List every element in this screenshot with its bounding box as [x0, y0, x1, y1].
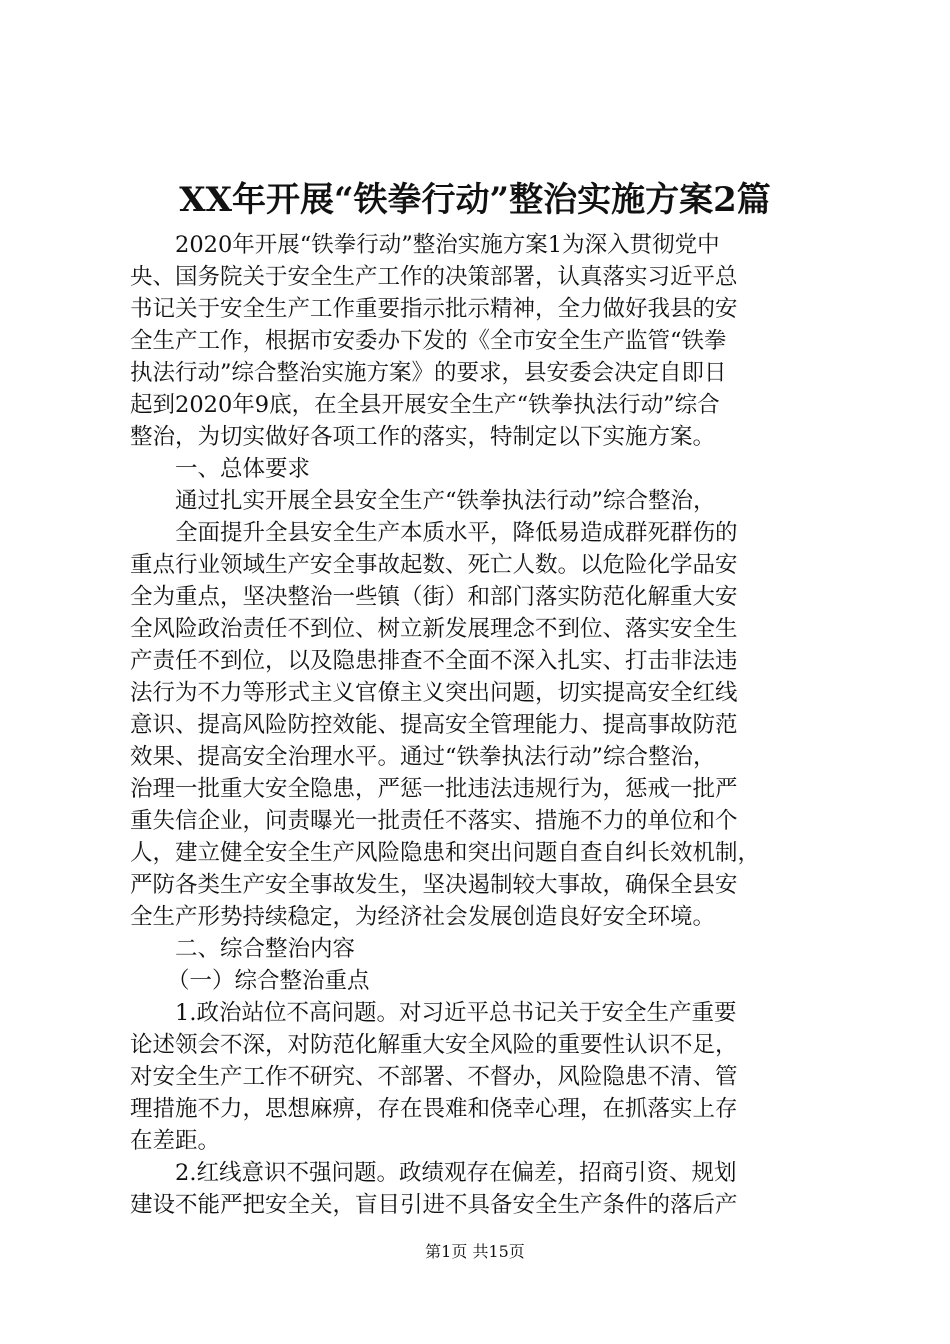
body-line: 2020年开展“铁拳行动”整治实施方案1为深入贯彻党中 [175, 232, 720, 258]
body-line: 意识、提高风险防控效能、提高安全管理能力、提高事故防范 [130, 712, 738, 738]
document-body [130, 229, 830, 1221]
body-line: 严防各类生产安全事故发生，坚决遏制较大事故，确保全县安 [130, 872, 738, 898]
body-line: 全面提升全县安全生产本质水平，降低易造成群死群伤的 [175, 520, 738, 546]
subsection-heading: （一）综合整治重点 [167, 968, 370, 994]
section-heading: 二、综合整治内容 [175, 936, 356, 962]
body-line: 理措施不力，思想麻痹，存在畏难和侥幸心理，在抓落实上存 [130, 1096, 738, 1122]
body-line: 2.红线意识不强问题。政绩观存在偏差，招商引资、规划 [175, 1160, 737, 1186]
body-line: 整治，为切实做好各项工作的落实，特制定以下实施方案。 [130, 424, 716, 450]
body-line: 治理一批重大安全隐患，严惩一批违法违规行为，惩戒一批严 [130, 776, 738, 802]
body-line: 全生产形势持续稳定，为经济社会发展创造良好安全环境。 [130, 904, 716, 930]
body-line: 通过扎实开展全县安全生产“铁拳执法行动”综合整治， [175, 488, 716, 514]
body-line: 效果、提高安全治理水平。通过“铁拳执法行动”综合整治， [130, 744, 716, 770]
body-line: 人，建立健全安全生产风险隐患和突出问题自查自纠长效机制， [130, 840, 761, 866]
body-line: 法行为不力等形式主义官僚主义突出问题，切实提高安全红线 [130, 680, 738, 706]
body-line: 论述领会不深，对防范化解重大安全风险的重要性认识不足， [130, 1032, 738, 1058]
body-line: 书记关于安全生产工作重要指示批示精神，全力做好我县的安 [130, 296, 738, 322]
body-line: 起到2020年9底，在全县开展安全生产“铁拳执法行动”综合 [130, 392, 720, 418]
document-title: XX年开展“铁拳行动”整治实施方案2篇 [179, 180, 771, 220]
page-footer: 第1页 共15页 [425, 1242, 525, 1261]
body-line: 全为重点，坚决整治一些镇（街）和部门落实防范化解重大安 [130, 584, 738, 610]
body-line: 执法行动”综合整治实施方案》的要求，县安委会决定自即日 [130, 360, 727, 386]
body-line: 对安全生产工作不研究、不部署、不督办，风险隐患不清、管 [130, 1064, 738, 1090]
body-line: 央、国务院关于安全生产工作的决策部署，认真落实习近平总 [130, 264, 738, 290]
body-line: 重点行业领域生产安全事故起数、死亡人数。以危险化学品安 [130, 552, 738, 578]
body-line: 在差距。 [130, 1128, 221, 1154]
body-line: 全生产工作，根据市安委办下发的《全市安全生产监管“铁拳 [130, 328, 727, 354]
body-line: 1.政治站位不高问题。对习近平总书记关于安全生产重要 [175, 1000, 737, 1026]
body-line: 产责任不到位，以及隐患排查不全面不深入扎实、打击非法违 [130, 648, 738, 674]
section-heading: 一、总体要求 [175, 456, 311, 482]
body-line: 重失信企业，问责曝光一批责任不落实、措施不力的单位和个 [130, 808, 738, 834]
body-line: 建设不能严把安全关，盲目引进不具备安全生产条件的落后产 [130, 1192, 738, 1218]
body-line: 全风险政治责任不到位、树立新发展理念不到位、落实安全生 [130, 616, 738, 642]
